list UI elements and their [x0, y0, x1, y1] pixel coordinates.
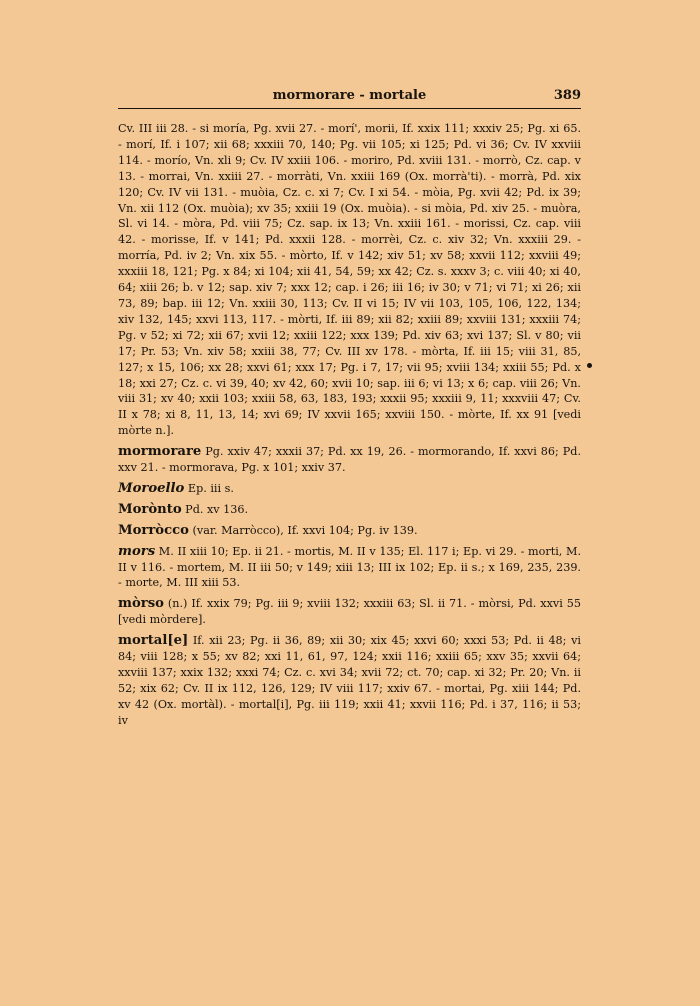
running-header [118, 84, 581, 106]
headword: mòrso [118, 596, 164, 612]
headword: Morròcco [118, 522, 189, 538]
headword: Moroello [118, 480, 185, 496]
entry-text: Pd. xv 136. [181, 502, 249, 516]
entry-morrocco [118, 523, 581, 539]
entry-text: If. xii 23; Pg. ii 36, 89; xii 30; xix 45; xxvi 60; xxxi 53; Pd. ii 48; vi 84; viii 128; x 55; xv 82; xxi 11, 61, 97, 124; xxii 116; xxiii 65; xxv 35; xxvii 64; xxviii 137; xxix 132; xxxi 74; Cz. c. xvi 34; xvii 72; ct. 70; cap. xi 32; Pr. 20; Vn. ii 52; xix 62; Cv. II ix 112, 126, 129; IV viii 117; xxiv 67. - mortai, Pg. xiii 144; Pd. xv 42 (Ox. mortàl). - mortal[i], Pg. iii 119; xxii 41; xxvii 116; Pd. i 37, 116; ii 53; iv [118, 634, 581, 727]
running-title: mormorare - mortale [272, 88, 427, 103]
headword: mormorare [118, 444, 202, 460]
dictionary-body [118, 121, 581, 734]
entry-mormorare [118, 444, 581, 476]
headword: Morònto [118, 501, 182, 517]
entry-text: Ep. iii s. [184, 481, 234, 495]
entry-text: Cv. III iii 28. - si moría, Pg. xvii 27. - morí', morii, If. xxix 111; xxxiv 25; Pg. xi 65. - morí, If. i 107; xii 68; xxxiii 70, 140; Pg. vii 105; xi 125; Pd. vi 36; Cv. IV xxviii 114. - morío, Vn. xli 9; Cv. IV xxiii 106. - moriro, Pd. xviii 131. - morrò, Cz. cap. v 13. - morrai, Vn. xxiii 27. - morràti, Vn. xxiii 169 (Ox. morrà'ti). - morrà, Pd. xix 120; Cv. IV vii 131. - muòia, Cz. c. xi 7; Cv. I xi 54. - mòia, Pg. xvii 42; Pd. ix 39; Vn. xii 112 (Ox. muòia); xv 35; xxiii 19 (Ox. muòia). - si mòia, Pd. xiv 25. - muòra, Sl. vi 14. - mòra, Pd. viii 75; Cz. sap. ix 13; Vn. xxiii 161. - morissi, Cz. cap. viii 42. - morisse, If. v 141; Pd. xxxii 128. - morrèi, Cz. c. xiv 32; Vn. xxxiii 29. - morría, Pd. iv 2; Vn. xix 55. - mòrto, If. v 142; xiv 51; xv 58; xxvii 112; xxviii 49; xxxiii 18, 121; Pg. x 84; xi 104; xii 41, 54, 59; xx 42; Cz. s. xxxv 3; c. viii 40; xi 40, 64; xiii 26; b. v 12; sap. xiv 7; xxx 12; cap. i 26; iii 16; iv 30; v 71; vi 71; xi 26; xii 73, 89; bap. iii 12; Vn. xxiii 30, 113; Cv. II vi 15; IV vii 103, 105, 106, 122, 134; xiv 132, 145; xxvi 113, 117. - mòrti, If. iii 89; xii 82; xxiii 89; xxviii 131; xxxiii 74; Pg. v 52; xi 72; xii 67; xvii 12; xxiii 122; xxx 139; Pd. xiv 63; xvi 137; Sl. v 80; vii 17; Pr. 53; Vn. xiv 58; xxiii 38, 77; Cv. III xv 178. - mòrta, If. iii 15; viii 31, 85, 127; x 15, 106; xx 28; xxvi 61; xxx 17; Pg. i 7, 17; vii 95; xviii 134; xxiii 55; Pd. x 18; xxi 27; Cz. c. vi 39, 40; xv 42, 60; xvii 10; sap. iii 6; vi 13; x 6; cap. viii 26; Vn. viii 31; xv 40; xxii 103; xxiii 58, 63, 183, 193; xxxii 95; xxxiii 9, 11; xxxviii 47; Cv. II x 78; xi 8, 11, 13, 14; xvi 69; IV xxvii 165; xxviii 150. - mòrte, If. xx 91 [vedi mòrte n.]. [118, 122, 581, 438]
page-number: 389 [553, 88, 581, 103]
entry-moronto [118, 502, 581, 518]
header-rule [118, 108, 581, 109]
entry-text: (n.) If. xxix 79; Pg. iii 9; xviii 132; xxxiii 63; Sl. ii 71. - mòrsi, Pd. xxvi 55 [vedi mòrdere]. [118, 597, 581, 627]
entry-text: (var. Marròcco), If. xxvi 104; Pg. iv 139. [188, 523, 418, 537]
headword: mortal[e] [118, 633, 189, 649]
headword: mors [118, 543, 156, 559]
entry-moroello [118, 481, 581, 497]
entry-mors [118, 544, 581, 592]
entry-morso [118, 596, 581, 628]
margin-dot [587, 363, 592, 368]
entry-continuation [118, 121, 581, 439]
entry-mortale [118, 633, 581, 728]
entry-text: M. II xiii 10; Ep. ii 21. - mortis, M. II v 135; El. 117 i; Ep. vi 29. - morti, M. II v 116. - mortem, M. II iii 50; v 149; xiii 13; III ix 102; Ep. ii s.; x 169, 235, 239. - morte, M. III xiii 53. [118, 544, 581, 590]
entry-text: Pg. xxiv 47; xxxii 37; Pd. xx 19, 26. - mormorando, If. xxvi 86; Pd. xxv 21. - mormorava, Pg. x 101; xxiv 37. [118, 445, 581, 475]
